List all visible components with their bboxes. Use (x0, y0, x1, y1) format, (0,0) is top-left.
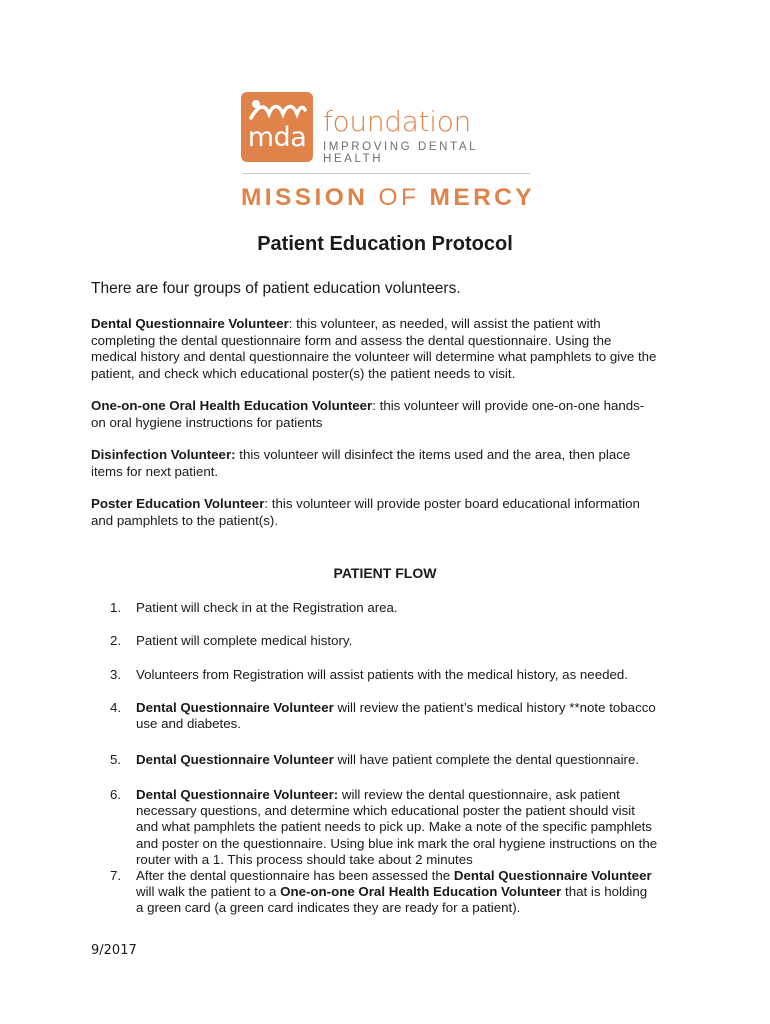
step-number: 3. (110, 667, 122, 682)
logo-tagline: IMPROVING DENTAL HEALTH (323, 141, 478, 165)
volunteer-desc: and pamphlets to the patient(s). (91, 512, 279, 528)
flow-step (110, 633, 700, 651)
step-role: Dental Questionnaire Volunteer (453, 868, 652, 883)
step-text: will review the dental questionnaire, ask patient (338, 787, 620, 802)
logo-foundation-text: foundation (323, 105, 472, 138)
step-text: use and diabetes. (136, 716, 241, 732)
volunteer-desc: this volunteer will disinfect the items used and the area, then place (235, 447, 631, 462)
step-role: One-on-one Oral Health Education Volunteer (280, 884, 562, 900)
step-role: Dental Questionnaire Volunteer: (136, 787, 339, 802)
volunteer-poster-education (91, 496, 691, 529)
volunteer-desc: : this volunteer will provide poster board educational information (264, 496, 640, 511)
step-number: 1. (110, 600, 122, 615)
step-role: Dental Questionnaire Volunteer (136, 752, 334, 767)
footer-date: 9/2017 (91, 943, 137, 958)
volunteer-desc: : this volunteer will provide one-on-one hands- (372, 398, 645, 413)
step-number: 7. (110, 868, 122, 883)
volunteer-disinfection (91, 447, 691, 480)
volunteer-desc: patient, and check which educational poster(s) the patient needs to visit. (91, 365, 516, 381)
flow-step (110, 700, 700, 734)
volunteer-dental-questionnaire (91, 316, 691, 382)
step-text: that is holding (561, 884, 648, 900)
mission-word-1: MISSION (241, 184, 369, 211)
flow-step (110, 868, 700, 918)
wave-icon (247, 96, 307, 122)
logo-mda-text: mda (247, 122, 307, 153)
volunteer-desc: items for next patient. (91, 463, 219, 479)
flow-step (110, 600, 700, 618)
volunteer-oral-health-education (91, 398, 691, 431)
step-number: 5. (110, 752, 122, 767)
mission-of-mercy-heading (241, 184, 536, 212)
step-text: Volunteers from Registration will assist patients with the medical history, as needed. (136, 667, 628, 682)
intro-text: There are four groups of patient education volunteers. (91, 280, 461, 297)
step-number: 6. (110, 787, 122, 802)
volunteer-name: One-on-one Oral Health Education Volunteer (91, 398, 373, 413)
flow-step (110, 667, 700, 685)
step-text: a green card (a green card indicates they are ready for a patient). (136, 900, 521, 916)
volunteer-desc: completing the dental questionnaire form and assess the dental questionnaire. Using the (91, 332, 612, 348)
mission-word-2: OF (378, 184, 420, 211)
volunteer-desc: on oral hygiene instructions for patients (91, 414, 323, 430)
step-text: and what pamphlets the patient needs to pick up. Make a note of the specific pamphlets (136, 819, 652, 835)
step-text: Patient will check in at the Registration area. (136, 600, 398, 615)
step-role: Dental Questionnaire Volunteer (136, 700, 334, 715)
mda-foundation-logo (241, 92, 541, 165)
flow-step (110, 787, 700, 869)
logo-divider (243, 173, 530, 174)
step-text: router with a 1. This process should take about 2 minutes (136, 851, 473, 867)
step-number: 4. (110, 700, 122, 715)
step-text: will walk the patient to a (136, 884, 281, 900)
volunteer-name: Dental Questionnaire Volunteer (91, 316, 289, 331)
step-text: After the dental questionnaire has been assessed the (136, 868, 454, 883)
step-text: and poster on the questionnaire. Using blue ink mark the oral hygiene instructions on the (136, 835, 658, 851)
flow-step (110, 752, 700, 770)
step-text: Patient will complete medical history. (136, 633, 353, 648)
volunteer-name: Disinfection Volunteer: (91, 447, 236, 462)
step-text: necessary questions, and determine which educational poster the patient should visit (136, 803, 635, 819)
mission-word-3: MERCY (429, 184, 536, 211)
patient-flow-heading: PATIENT FLOW (333, 565, 437, 581)
page-title: Patient Education Protocol (257, 233, 513, 255)
step-text: will review the patient’s medical history **note tobacco (333, 700, 656, 715)
step-number: 2. (110, 633, 122, 648)
volunteer-name: Poster Education Volunteer (91, 496, 265, 511)
volunteer-desc: medical history and dental questionnaire the volunteer will determine what pamphlets to give the (91, 349, 657, 364)
volunteer-desc: : this volunteer, as needed, will assist the patient with (288, 316, 601, 331)
step-text: will have patient complete the dental questionnaire. (333, 752, 640, 767)
